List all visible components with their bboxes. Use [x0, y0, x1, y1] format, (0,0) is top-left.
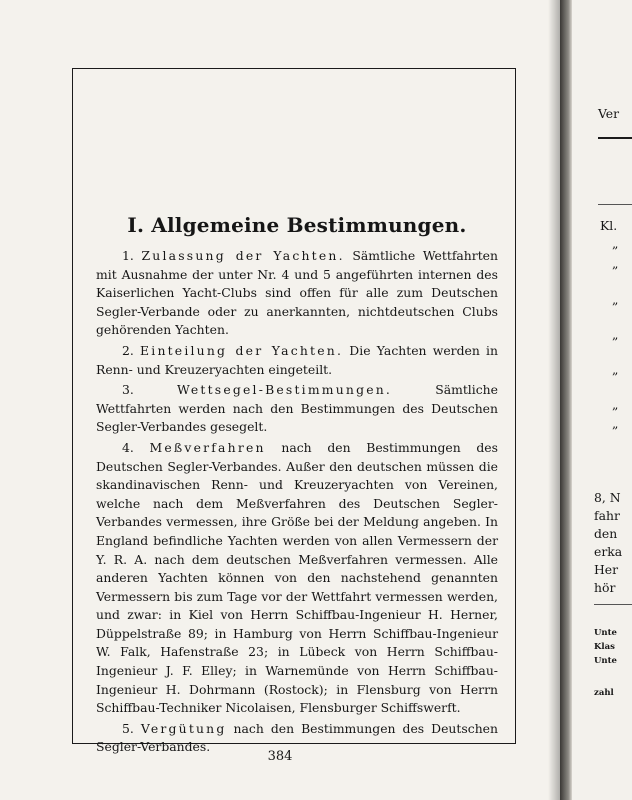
text-line: fahr [594, 508, 620, 523]
ditto-mark: „ [612, 397, 619, 412]
ditto-mark: „ [612, 362, 619, 377]
text-line: den [594, 526, 618, 541]
table-rule [598, 204, 632, 205]
section-content [96, 213, 498, 757]
ditto-mark: „ [612, 327, 619, 342]
right-page-header: Ver [598, 106, 620, 121]
book-gutter [560, 0, 572, 800]
paragraph-wettsegel: 3. Wettsegel-Bestimmungen. Sämtliche Wettfahrten werden nach den Bestimmungen des Deutschen Segler-Verbandes gesegelt. [96, 382, 498, 435]
text-line: Her [594, 562, 619, 577]
footnote-line: Unte [594, 656, 617, 666]
ditto-mark: „ [612, 292, 619, 307]
footnote-line: Klas [594, 642, 615, 652]
header-rule [598, 137, 632, 139]
section-heading: I. Allgemeine Bestimmungen. [127, 213, 467, 237]
paragraph-messverfahren: 4. Meßverfahren nach den Bestimmungen des Deutschen Segler-Verbandes. Außer den deutschen müssen die skandinavischen Renn- und Kreuzeryachten von Vereinen, welche nach dem Meßverfahren des Deutschen Segler-Verbandes vermessen, ihre Größe bei der Meldung angeben. In England befindliche Yachten werden von allen Vermessern der Y. R. A. nach dem deutschen Meßverfahren vermessen. Alle anderen Yachten können von den nachstehend genannten Vermessern bis zum Tage vor der Wettfahrt vermessen werden, und zwar: in Kiel von Herrn Schiffbau-Ingenieur H. Herner, Düppelstraße 89; in Hamburg von Herrn Schiffbau-Ingenieur W. Falk, Hafenstraße 23; in Lübeck von Herrn Schiffbau-Ingenieur J. F. Elley; in Warnemünde von Herrn Schiffbau-Ingenieur H. Dohrmann (Rostock); in Flensburg von Herrn Schiffbau-Techniker Nicolaisen, Flensburger Schiffswerft. [96, 439, 498, 716]
term-wettsegel: Wettsegel-Bestimmungen. [176, 382, 393, 398]
footnote-rule [594, 604, 632, 605]
text-line: erka [594, 544, 623, 559]
ditto-mark: „ [612, 416, 619, 431]
right-page-partial [572, 0, 632, 800]
ditto-mark: „ [612, 256, 619, 271]
bottom-line: zahl [594, 688, 614, 698]
term-einteilung: Einteilung der Yachten. [140, 342, 344, 358]
ditto-mark: „ [612, 236, 619, 251]
text-line: hör [594, 580, 616, 595]
term-verguetung: Vergütung [140, 720, 227, 736]
paragraph-zulassung: 1. Zulassung der Yachten. Sämtliche Wettfahrten mit Ausnahme der unter Nr. 4 und 5 angeführten internen des Kaiserlichen Yacht-Clubs sind offen für alle zum Deutschen Segler-Verbande oder zu anerkannten, nichtdeutschen Clubs gehörenden Yachten. [96, 248, 498, 338]
column-label: Kl. [600, 218, 618, 233]
footnote-line: Unte [594, 628, 617, 638]
paragraph-einteilung: 2. Einteilung der Yachten. Die Yachten werden in Renn- und Kreuzeryachten eingeteilt. [96, 342, 498, 377]
term-zulassung: Zulassung der Yachten. [141, 248, 345, 263]
text-line: 8, N [594, 490, 621, 505]
paragraph-verguetung: 5. Vergütung nach den Bestimmungen des Deutschen Segler-Verbandes. [96, 720, 498, 755]
page-number: 384 [267, 749, 293, 764]
term-messverfahren: Meßverfahren [149, 439, 266, 455]
